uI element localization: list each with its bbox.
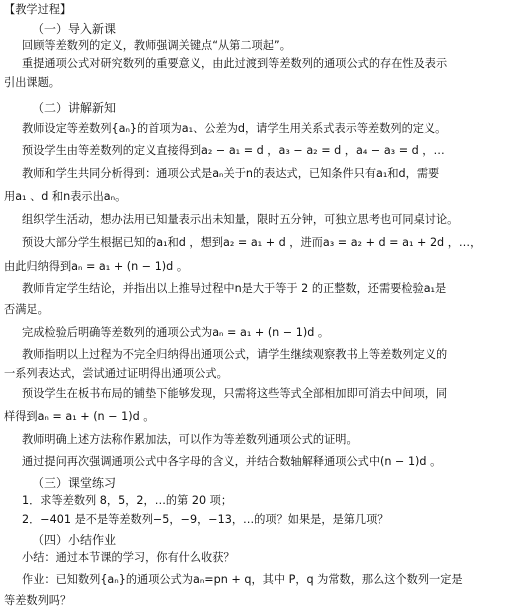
paragraph-line: 完成检验后明确等差数列的通项公式为aₙ = a₁ + (n − 1)d 。: [22, 326, 330, 339]
paragraph-line: 教师肯定学生结论，并指出以上推导过程中n是大于等于 2 的正整数，还需要检验a₁是: [22, 282, 447, 295]
paragraph-line: 用a₁ 、d 和n表示出aₙ。: [4, 190, 127, 203]
homework-line: 作业：已知数列{aₙ}的通项公式为aₙ=pn + q，其中 P，q 为常数，那么这个数列一定是: [22, 573, 463, 586]
summary-line: 小结：通过本节课的学习，你有什么收获？: [22, 551, 235, 564]
paragraph-line: 组织学生活动，想办法用已知量表示出未知量，限时五分钟，可独立思考也可同桌讨论。: [22, 213, 459, 226]
paragraph-line: 通过提问再次强调通项公式中各字母的含义，并结合数轴解释通项公式中(n − 1)d 。: [22, 455, 442, 468]
paragraph-line: 回顾等差数列的定义，教师强调关键点“从第二项起”。: [22, 39, 291, 52]
paragraph-line: 预设学生在板书布局的铺垫下能够发现，只需将这些等式全部相加即可消去中间项，同: [22, 387, 448, 400]
paragraph-line: 引出课题。: [4, 76, 60, 89]
paragraph-line: 重提通项公式对研究数列的重要意义，由此过渡到等差数列的通项公式的存在性及表示: [22, 57, 448, 70]
exercise-item: 2．−401 是不是等差数列−5，−9，−13，…的项？如果是，是第几项？: [22, 513, 389, 526]
paragraph-line: 样得到aₙ = a₁ + (n − 1)d 。: [4, 410, 155, 423]
paragraph-line: 教师设定等差数列{aₙ}的首项为a₁、公差为d，请学生用关系式表示等差数列的定义。: [22, 122, 447, 135]
section-heading-new-knowledge: （二）讲解新知: [32, 101, 117, 115]
section-heading-practice: （三）课堂练习: [32, 476, 117, 490]
document-header: 【教学过程】: [4, 3, 72, 16]
paragraph-line: 否满足。: [4, 303, 49, 316]
paragraph-line: 由此归纳得到aₙ = a₁ + (n − 1)d 。: [4, 260, 189, 273]
exercise-item: 1．求等差数列 8，5，2，…的第 20 项；: [22, 494, 233, 507]
paragraph-line: 教师指明以上过程为不完全归纳得出通项公式，请学生继续观察教书上等差数列定义的: [22, 348, 448, 361]
paragraph-line: 预设学生由等差数列的定义直接得到a₂ − a₁ = d ，a₃ − a₂ = d ，a₄ − a₃ = d ，…: [22, 144, 445, 157]
section-heading-intro: （一）导入新课: [32, 22, 117, 36]
homework-line: 等差数列吗？: [4, 594, 72, 607]
paragraph-line: 预设大部分学生根据已知的a₁和d ，想到a₂ = a₁ + d ，进而a₃ = a₂ + d = a₁ + 2d ，…，: [22, 236, 482, 249]
paragraph-line: 教师和学生共同分析得到：通项公式是aₙ关于n的表达式，已知条件只有a₁和d，需要: [22, 167, 440, 180]
paragraph-line: 教师明确上述方法称作累加法，可以作为等差数列通项公式的证明。: [22, 433, 358, 446]
paragraph-line: 一系列表达式，尝试通过证明得出通项公式。: [4, 367, 228, 380]
section-heading-summary: （四）小结作业: [32, 533, 117, 547]
